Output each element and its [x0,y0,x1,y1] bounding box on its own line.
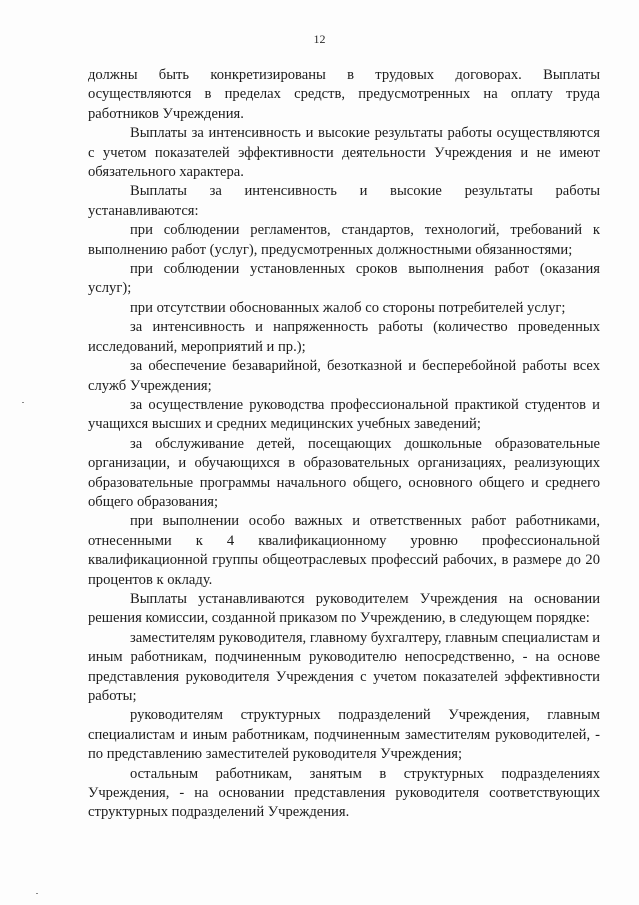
list-item: при выполнении особо важных и ответственных работ работниками, отнесенными к 4 квалификационному уровню профессиональной квалификационной группы общеотраслевых профессий рабочих, в размере до 20 процентов к окладу. [88,513,600,588]
paragraph-continuation: должны быть конкретизированы в трудовых договорах. Выплаты осуществляются в пределах средств, предусмотренных на оплату труда работников Учреждения. [88,67,600,122]
page-number: 12 [313,32,326,46]
list-item: при отсутствии обоснованных жалоб со стороны потребителей услуг; [130,299,566,316]
list-item: за обеспечение безаварийной, безотказной и бесперебойной работы всех служб Учреждения; [88,358,600,394]
paragraph: Выплаты за интенсивность и высокие результаты работы осуществляются с учетом показателей эффективности деятельности Учреждения и не имеют обязательного характера. [88,125,600,181]
list-item: за интенсивность и напряженность работы (количество проведенных исследований, мероприятий и пр.); [88,319,600,355]
scan-speck [22,402,24,403]
list-item: за обслуживание детей, посещающих дошкольные образовательные организации, и обучающихся в образовательных организациях, реализующих образовательные программы начального общего, основного общего и среднего общего образования; [88,435,600,510]
paragraph: Выплаты устанавливаются руководителем Учреждения на основании решения комиссии, созданной приказом по Учреждению, в следующем порядке: [88,590,600,627]
list-item: за осуществление руководства профессиональной практикой студентов и учащихся высших и средних медицинских учебных заведений; [88,396,600,433]
list-item: при соблюдении регламентов, стандартов, технологий, требований к выполнению работ (услуг), предусмотренных должностными обязанностями; [88,222,600,258]
list-item: остальным работникам, занятым в структурных подразделениях Учреждения, - на основании представления руководителя соответствующих структурных подразделений Учреждения. [88,765,600,821]
document-body [88,66,600,823]
list-item: руководителям структурных подразделений Учреждения, главным специалистам и иным работникам, подчиненным заместителям руководителей, - по представлению заместителей руководителя Учреждения; [88,707,600,763]
scan-speck [36,893,38,894]
paragraph: Выплаты за интенсивность и высокие результаты работы устанавливаются: [88,183,600,219]
list-item: заместителям руководителя, главному бухгалтеру, главным специалистам и иным работникам, подчиненным руководителю непосредственно, - на основе представления руководителя Учреждения с учетом показателей эффективности работы; [88,629,600,704]
list-item: при соблюдении установленных сроков выполнения работ (оказания услуг); [88,261,600,297]
